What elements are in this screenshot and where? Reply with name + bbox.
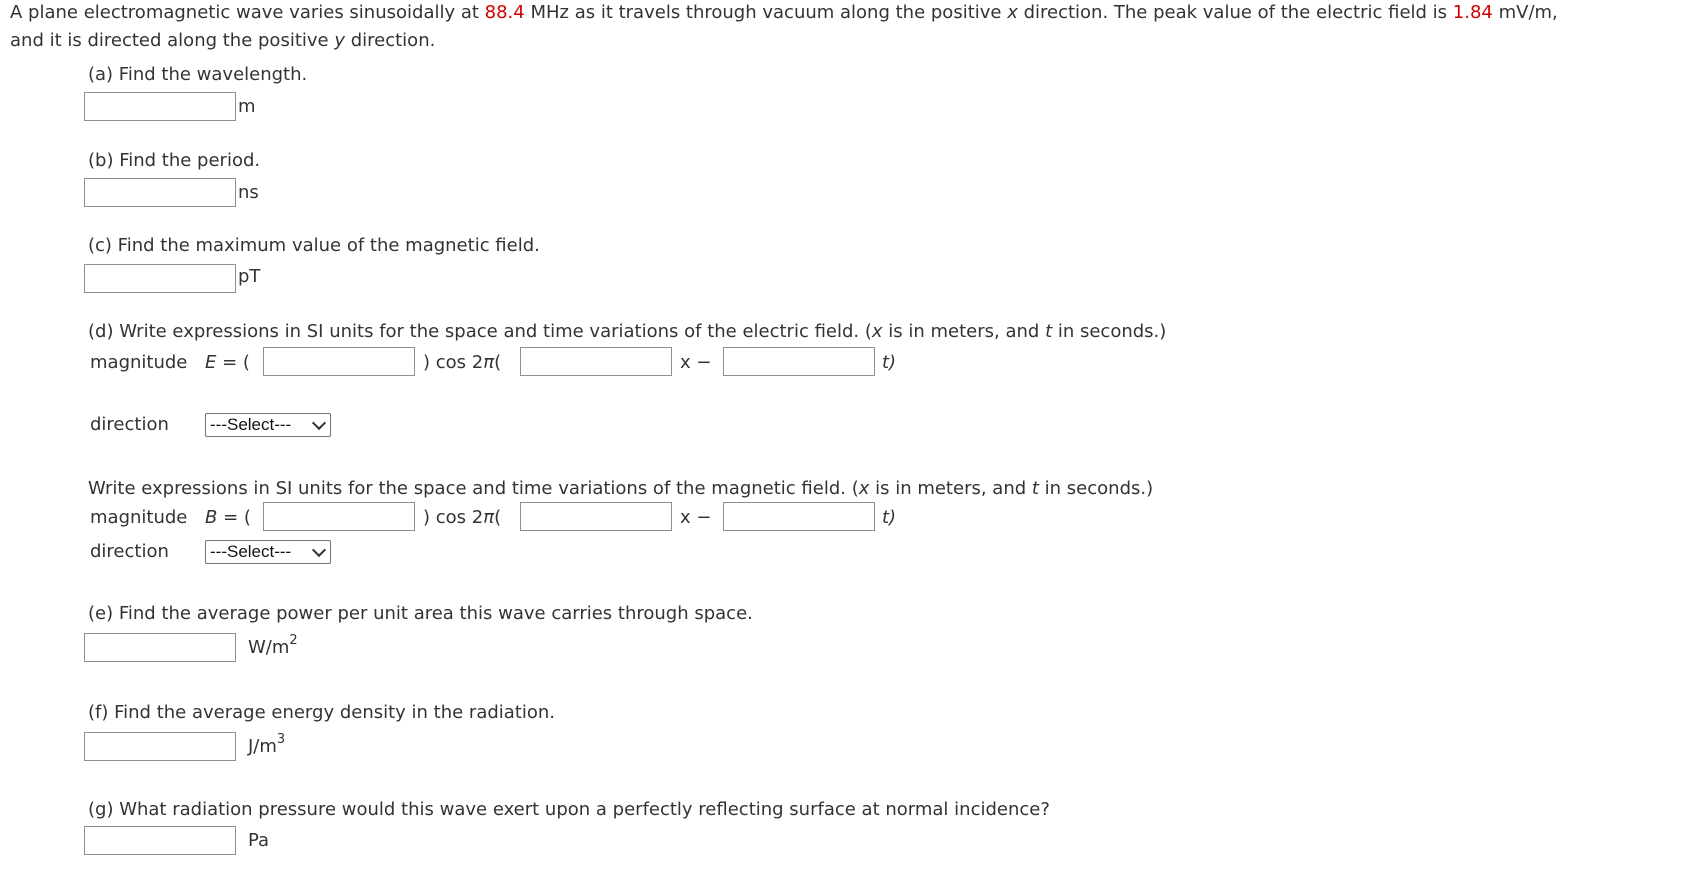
b-frequency-input[interactable] [723, 502, 875, 531]
b-direction-select[interactable]: ---Select--- [205, 540, 331, 564]
e-x-minus: x − [680, 352, 712, 373]
question-d: (d) Write expressions in SI units for the space and time variations of the electric field. (x is in meters, and t in seconds.) [88, 321, 1167, 342]
b-amplitude-input[interactable] [263, 502, 415, 531]
question-a: (a) Find the wavelength. [88, 64, 308, 85]
e-cos-label: ) cos 2π( [423, 352, 502, 373]
direction-label-b: direction [90, 541, 169, 562]
unit-c: pT [238, 266, 261, 287]
answer-b-input[interactable] [84, 178, 236, 207]
equation-b-prefix: B = ( [205, 507, 251, 528]
e-frequency-input[interactable] [723, 347, 875, 376]
answer-a-input[interactable] [84, 92, 236, 121]
e-amplitude-input[interactable] [263, 347, 415, 376]
unit-f: $J/m^3$ [248, 732, 286, 757]
question-f: (f) Find the average energy density in the radiation. [88, 702, 556, 723]
question-d-magnetic: Write expressions in SI units for the space and time variations of the magnetic field. (x is in meters, and t in seconds.) [88, 478, 1154, 499]
unit-g: Pa [248, 830, 270, 851]
answer-g-input[interactable] [84, 826, 236, 855]
magnitude-label-e: magnitude [90, 352, 188, 373]
question-e: (e) Find the average power per unit area this wave carries through space. [88, 603, 753, 624]
problem-statement: A plane electromagnetic wave varies sinusoidally at 88.4 MHz as it travels through vacuum along the positive x direction. The peak value of the electric field is 1.84 mV/m, and it is directed along the positive y direction. [10, 2, 1558, 51]
given-frequency: 88.4 [484, 2, 525, 23]
unit-e: $W/m^2$ [248, 633, 298, 658]
given-field-peak: 1.84 [1452, 2, 1493, 23]
unit-b: ns [238, 182, 259, 203]
magnitude-label-b: magnitude [90, 507, 188, 528]
e-direction-select[interactable]: ---Select--- [205, 413, 331, 437]
e-t-close: t) [882, 352, 897, 373]
direction-label-e: direction [90, 414, 169, 435]
question-g: (g) What radiation pressure would this wave exert upon a perfectly reflecting surface at normal incidence? [88, 799, 1050, 820]
b-wavenumber-input[interactable] [520, 502, 672, 531]
e-wavenumber-input[interactable] [520, 347, 672, 376]
question-c: (c) Find the maximum value of the magnetic field. [88, 235, 540, 256]
answer-f-input[interactable] [84, 732, 236, 761]
b-x-minus: x − [680, 507, 712, 528]
b-cos-label: ) cos 2π( [423, 507, 502, 528]
b-t-close: t) [882, 507, 897, 528]
answer-e-input[interactable] [84, 633, 236, 662]
equation-e-prefix: E = ( [205, 352, 250, 373]
question-b: (b) Find the period. [88, 150, 261, 171]
chevron-down-icon [312, 416, 326, 430]
answer-c-input[interactable] [84, 264, 236, 293]
chevron-down-icon [312, 543, 326, 557]
unit-a: m [238, 96, 256, 117]
